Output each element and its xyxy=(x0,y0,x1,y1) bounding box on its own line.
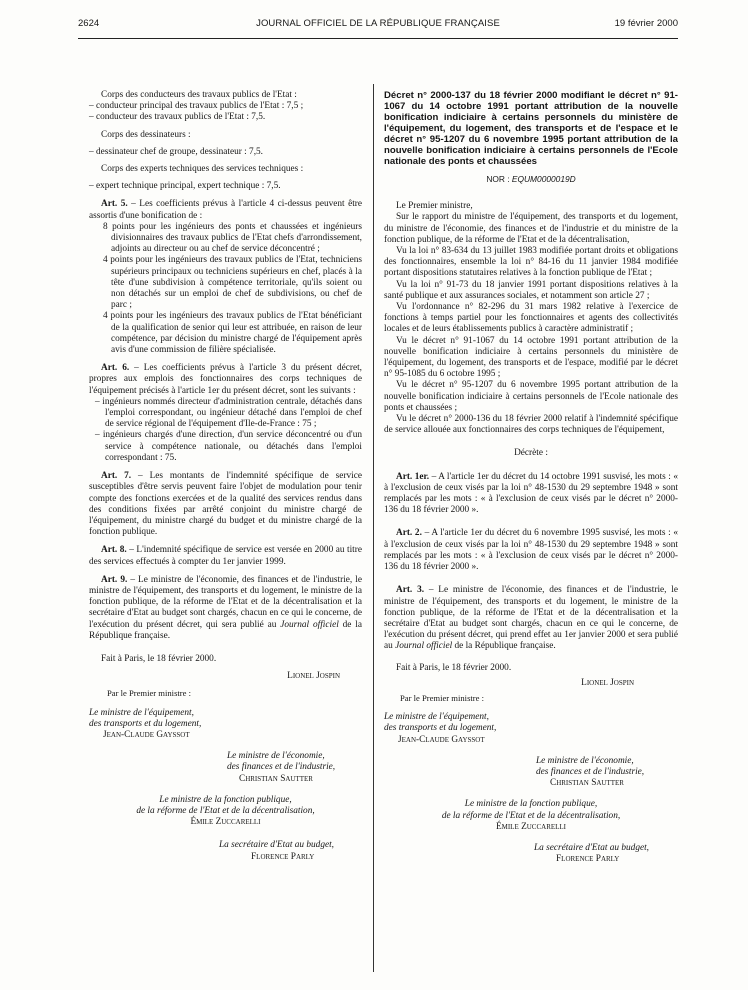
visa: Vu le décret n° 2000-136 du 18 février 2000 relatif à l'indemnité spécifique de service allouée aux fonctionnaires des corps techniques de l'équipement, xyxy=(384,414,678,436)
signature-block-economie xyxy=(89,751,362,785)
article-label: Art. 1er. xyxy=(396,471,430,482)
list-item: – ingénieurs chargés d'une direction, d'un service déconcentré ou d'un service à compétence nationale, ou détachés dans l'emploi correspondant : 75. xyxy=(95,430,362,463)
article-9 xyxy=(89,575,362,642)
signatory-title: Le ministre de l'économie, xyxy=(536,755,634,766)
visa: Vu la loi n° 91-73 du 18 janvier 1991 portant dispositions relatives à la santé publique et aux assurances sociales, et notamment son article 27 ; xyxy=(384,279,678,301)
visa: Vu le décret n° 95-1207 du 6 novembre 1995 portant attribution de la nouvelle bonification indiciaire à certains personnels de l'Ecole nationale des ponts et chaussées ; xyxy=(384,380,678,413)
signatory-name: Florence Parly xyxy=(556,854,620,865)
signature-block-economie xyxy=(384,756,678,790)
article-7 xyxy=(89,471,362,538)
signatory-title: Le ministre de l'équipement, xyxy=(384,712,489,723)
corps-conducteurs: Corps des conducteurs des travaux publics de l'Etat : xyxy=(101,90,297,100)
signatory-title: Le ministre de l'économie, xyxy=(227,751,325,762)
signatory-title: Le ministre de la fonction publique, xyxy=(159,794,292,805)
visa: Sur le rapport du ministre de l'équipement, des transports et du logement, du ministre de l'économie, des finances et de l'industrie et du ministre de la fonction publique, de la réforme de l'Etat et de la décentralisation, xyxy=(384,212,678,245)
article-label: Art. 2. xyxy=(396,528,422,539)
article-text: – Le ministre de l'économie, des finances et de l'industrie, le ministre de l'équipement, des transports et du logement, le ministre de la fonction publique, de la réforme de l'Etat et de la décentralisation et la secrétaire d'Etat au budget sont chargés, chacun en ce qui le concerne, de l'exécution du présent décret, qui prend effet au 1er janvier 2000 et sera publié au xyxy=(384,585,678,652)
signatory-name: Florence Parly xyxy=(251,851,315,862)
list-item: – conducteur des travaux publics de l'Etat : 7,5. xyxy=(89,112,266,123)
visa: Vu le décret n° 91-1067 du 14 octobre 1991 portant attribution de la nouvelle bonification indiciaire à certains personnels du ministère de l'équipement, du logement, des transports et de l'espace, modifié par le décret n° 95-1085 du 6 octobre 1995 ; xyxy=(384,335,678,380)
nor-code: EQUM0000019D xyxy=(511,174,576,184)
list-item: – conducteur principal des travaux publics de l'Etat : 7,5 ; xyxy=(89,101,304,112)
signatory-name: Jean-Claude Gayssot xyxy=(398,734,485,745)
corps-dessinateurs: Corps des dessinateurs : xyxy=(101,129,191,140)
list-item: – dessinateur chef de groupe, dessinateur : 7,5. xyxy=(89,146,264,157)
signatory-name: Émile Zuccarelli xyxy=(495,821,567,832)
article-label: Art. 5. xyxy=(101,199,128,210)
article-2 xyxy=(384,528,678,573)
article-text: – Les coefficients prévus à l'article 3 du présent décret, propres aux emplois des fonctionnaires des corps techniques de l'équipement précisés à l'article 1er du présent décret, sont les suivants : xyxy=(89,363,362,396)
signatory-title: des transports et du logement, xyxy=(89,718,202,729)
page-number: 2624 xyxy=(78,18,100,29)
article-label: Art. 8. xyxy=(101,545,127,556)
article-label: Art. 9. xyxy=(101,574,128,585)
signatory-title: des finances et de l'industrie, xyxy=(227,762,336,773)
article-text: – A l'article 1er du décret du 6 novembre 1995 susvisé, les mots : « à l'exclusion de ceux visés par la loi n° 48-1530 du 29 septembre 1948 » sont remplacés par les mots : « à l'exclusion de ceux visés par le décret n° 2000-136 du 18 février 2000 ». xyxy=(384,528,679,573)
premier-ministre: Le Premier ministre, xyxy=(396,201,473,212)
signatory-name: Émile Zuccarelli xyxy=(190,817,261,828)
article-text: – Le ministre de l'économie, des finances et de l'industrie, le ministre de l'équipement, des transports et du logement, le ministre de la fonction publique, de la réforme de l'Etat et de la décentralisation et la secrétaire d'Etat au budget sont chargés, chacun en ce qui le concerne, de l'exécution du présent décret, qui sera publié au xyxy=(89,574,362,630)
signatory-title: La secrétaire d'Etat au budget, xyxy=(219,840,334,851)
right-column xyxy=(384,90,678,865)
signature-block-equipement xyxy=(89,708,362,742)
signatory-name: Christian Sautter xyxy=(239,773,313,784)
article-text: – A l'article 1er du décret du 14 octobre 1991 susvisé, les mots : « à l'exclusion de ceux visés par la loi n° 48-1530 du 29 septembre 1948 » sont remplacés par les mots : « à l'exclusion de ceux visés par le décret n° 2000-136 du 18 février 2000 ». xyxy=(384,471,678,516)
signatory-title: Le ministre de l'équipement, xyxy=(89,707,194,718)
place-date: Fait à Paris, le 18 février 2000. xyxy=(396,662,512,673)
journal-title: JOURNAL OFFICIEL DE LA RÉPUBLIQUE FRANÇAISE xyxy=(256,18,500,29)
signature-block-budget xyxy=(384,843,678,865)
signature-block-budget xyxy=(89,840,362,862)
signatory-title: Le ministre de la fonction publique, xyxy=(464,799,598,810)
signatory-title: de la réforme de l'Etat et de la décentralisation, xyxy=(136,805,315,816)
par-premier-ministre: Par le Premier ministre : xyxy=(107,688,192,699)
list-item: – expert technique principal, expert technique : 7,5. xyxy=(89,181,281,192)
signature-block-fonction-publique xyxy=(89,795,362,829)
signatory-title: des finances et de l'industrie, xyxy=(536,766,645,777)
article-label: Art. 7. xyxy=(101,471,132,482)
article-5 xyxy=(89,199,362,221)
place-date: Fait à Paris, le 18 février 2000. xyxy=(101,653,217,664)
signature-block-fonction-publique xyxy=(384,799,678,833)
nor-label: NOR : xyxy=(486,174,512,184)
article-label: Art. 6. xyxy=(101,363,130,374)
article-text: de la République française. xyxy=(89,619,362,641)
article-3 xyxy=(384,585,678,652)
article-6 xyxy=(89,363,362,397)
decree-title: Décret n° 2000-137 du 18 février 2000 modifiant le décret n° 91-1067 du 14 octobre 1991 portant attribution de la nouvelle bonification indiciaire à certains personnels du ministère de l'équipement, du logement, des transports et de l'espace et le décret n° 95-1207 du 6 novembre 1995 portant attribution de la nouvelle bonification indiciaire à certains personnels de l'Ecole nationale des ponts et chaussées xyxy=(384,90,678,167)
journal-name: Journal officiel xyxy=(280,619,339,630)
header-rule xyxy=(78,38,678,39)
article-label: Art. 3. xyxy=(396,585,425,596)
list-item: 4 points pour les ingénieurs des travaux publics de l'Etat, techniciens supérieurs principaux ou techniciens supérieurs en chef, placés à la tête d'une subdivision à compétence territoriale, qu'ils soient ou non détachés sur un emploi de chef de subdivisions, ou chef de parc ; xyxy=(103,255,362,311)
visa: Vu l'ordonnance n° 82-296 du 31 mars 1982 relative à l'exercice de fonctions à temps partiel pour les fonctionnaires et agents des collectivités locales et de leurs établissements publics à caractère administratif ; xyxy=(384,302,678,335)
list-item: 4 points pour les ingénieurs des travaux publics de l'Etat bénéficiant de la qualification de senior qui leur est attribuée, en raison de leur compétence, par décision du ministre chargé de l'équipement après avis d'une commission de filière spécialisée. xyxy=(103,311,362,356)
signatory-title: de la réforme de l'Etat et de la décentralisation, xyxy=(441,810,621,821)
nor-reference xyxy=(384,174,678,185)
article-text: – L'indemnité spécifique de service est versée en 2000 au titre des services effectués à compter du 1er janvier 1999. xyxy=(89,545,362,567)
journal-name: Journal officiel xyxy=(395,641,453,652)
column-divider xyxy=(373,84,374,972)
list-item: 8 points pour les ingénieurs des ponts et chaussées et ingénieurs divisionnaires des travaux publics de l'Etat chefs d'arrondissement, adjoints au directeur ou au chef de service déconcentré ; xyxy=(103,221,362,255)
signatory-name: Jean-Claude Gayssot xyxy=(103,729,190,740)
issue-date: 19 février 2000 xyxy=(614,18,678,29)
page-header xyxy=(78,18,678,34)
article-8 xyxy=(89,545,362,567)
signatory-title: des transports et du logement, xyxy=(384,723,497,734)
par-premier-ministre: Par le Premier ministre : xyxy=(400,692,485,703)
signature-pm: Lionel Jospin xyxy=(581,677,634,688)
article-text: – Les coefficients prévus à l'article 4 ci-dessus peuvent être assortis d'une bonification de : xyxy=(89,199,363,221)
article-1 xyxy=(384,472,678,517)
left-column xyxy=(89,90,362,863)
signatory-title: La secrétaire d'Etat au budget, xyxy=(534,842,649,853)
list-item: – ingénieurs nommés directeur d'administration centrale, détachés dans l'emploi correspondant, ou ingénieur détaché dans l'emploi de chef de service régional de l'équipement d'Ile-de-France : 75 ; xyxy=(95,396,362,430)
article-text: de la République française. xyxy=(452,641,556,652)
article-text: – Les montants de l'indemnité spécifique de service susceptibles d'être servis peuvent faire l'objet de modulation pour tenir compte des fonctions exercées et de la qualité des services rendus dans des conditions fixées par arrêté conjoint du ministre chargé de l'équipement, du ministre chargé du budget et du ministre chargé de la fonction publique. xyxy=(89,471,362,538)
visa: Vu la loi n° 83-634 du 13 juillet 1983 modifiée portant droits et obligations des fonctionnaires, ensemble la loi n° 84-16 du 11 janvier 1984 modifiée portant dispositions statutaires relatives à la fonction publique de l'Etat ; xyxy=(384,246,678,279)
signature-pm: Lionel Jospin xyxy=(287,671,340,682)
decrete: Décrète : xyxy=(514,448,548,459)
corps-experts: Corps des experts techniques des services techniques : xyxy=(101,164,304,175)
signature-block-equipement xyxy=(384,712,678,746)
signatory-name: Christian Sautter xyxy=(550,778,624,789)
